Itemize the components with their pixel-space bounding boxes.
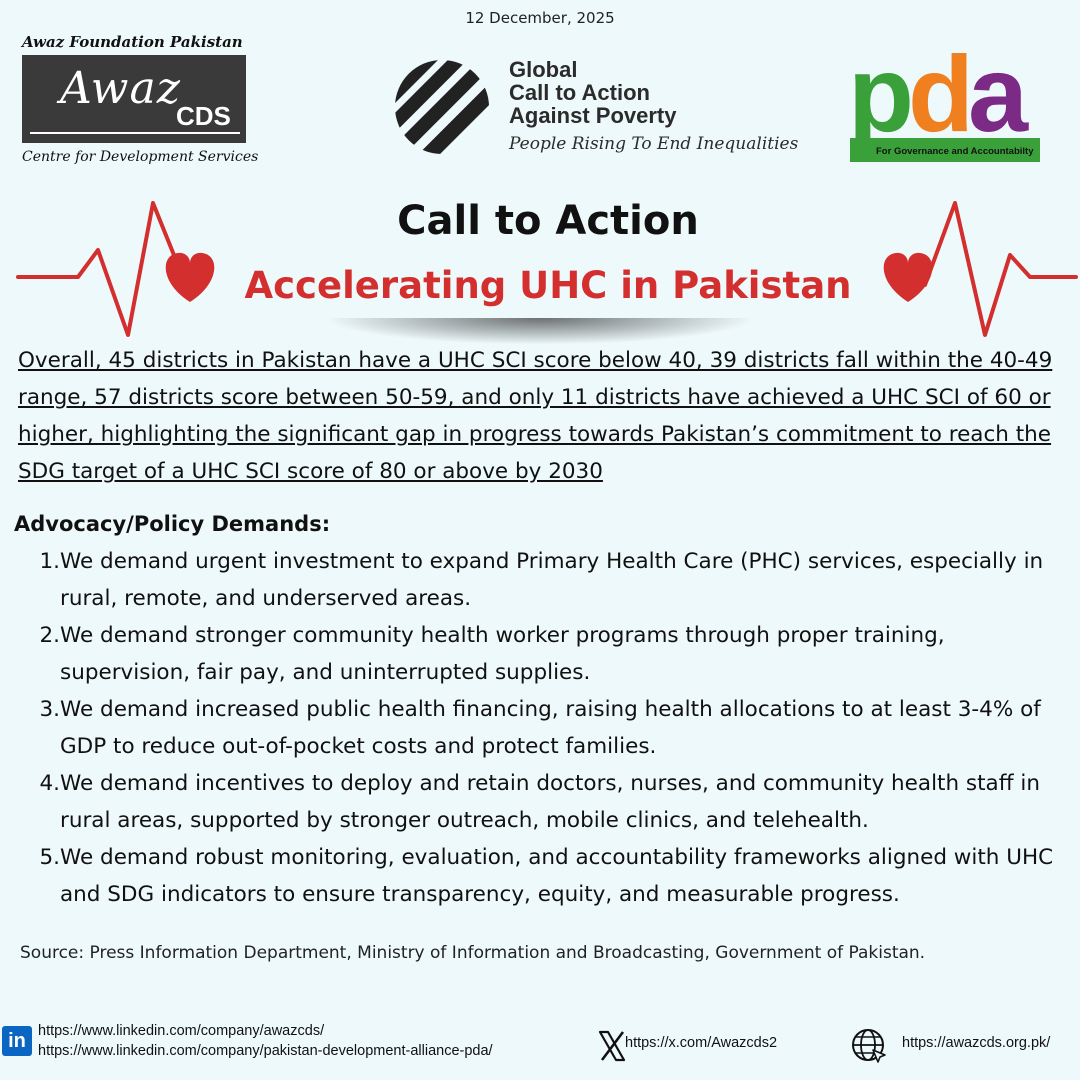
gcap-striped-globe-icon — [393, 58, 491, 156]
demands-list — [34, 543, 1074, 913]
list-item — [34, 765, 1074, 839]
linkedin-icon[interactable]: in — [2, 1026, 32, 1056]
intro-paragraph: Overall, 45 districts in Pakistan have a UHC SCI score below 40, 39 districts fall within the 40-49 range, 57 districts score between 50-59, and only 11 districts have achieved a UHC SCI of 60 or higher, highlighting the significant gap in progress towards Pakistan’s commitment to reach the SDG target of a UHC SCI score of 80 or above by 2030 — [18, 348, 1053, 484]
gcap-logo-text — [509, 58, 677, 127]
gcap-line2: Call to Action — [509, 80, 650, 105]
list-item-text: We demand incentives to deploy and retain doctors, nurses, and community health staff in rural areas, supported by stronger outreach, mobile clinics, and telehealth. — [60, 771, 1040, 833]
linkedin-link-awaz[interactable]: https://www.linkedin.com/company/awazcds/ — [38, 1023, 325, 1039]
list-item-number: 3. — [39, 697, 60, 722]
page-subtitle: Accelerating UHC in Pakistan — [244, 264, 852, 307]
gcap-line3: Against Poverty — [509, 103, 677, 128]
pda-letter-p: p — [848, 33, 908, 154]
list-item-text: We demand increased public health financing, raising health allocations to at least 3-4% of GDP to reduce out-of-pocket costs and protect families. — [60, 697, 1041, 759]
x-icon[interactable] — [597, 1029, 627, 1063]
awaz-logo-bottom-text: Centre for Development Services — [22, 149, 259, 165]
list-item-number: 4. — [39, 771, 60, 796]
pda-letter-a: a — [967, 33, 1023, 154]
page-title: Call to Action — [397, 198, 699, 244]
awaz-logo-script: Awaz — [60, 63, 181, 114]
list-item — [34, 617, 1074, 691]
demands-title: Advocacy/Policy Demands: — [14, 512, 331, 536]
date: 12 December, 2025 — [465, 9, 615, 27]
list-item-number: 2. — [39, 623, 60, 648]
x-link[interactable]: https://x.com/Awazcds2 — [625, 1035, 778, 1051]
pda-letter-d: d — [907, 33, 968, 154]
gcap-line1: Global — [509, 57, 578, 82]
gcap-tagline: People Rising To End Inequalities — [509, 134, 799, 154]
list-item-text: We demand stronger community health worker programs through proper training, supervision, fair pay, and uninterrupted supplies. — [60, 623, 945, 685]
pda-tagline: For Governance and Accountabilty — [876, 146, 1034, 157]
globe-icon[interactable] — [851, 1028, 887, 1064]
title-shadow — [330, 318, 750, 344]
website-link[interactable]: https://awazcds.org.pk/ — [902, 1035, 1051, 1051]
list-item-number: 5. — [39, 845, 60, 870]
awaz-logo-cds: CDS — [176, 101, 231, 131]
awaz-logo-top-text: Awaz Foundation Pakistan — [22, 33, 243, 51]
list-item — [34, 839, 1074, 913]
list-item — [34, 543, 1074, 617]
list-item — [34, 691, 1074, 765]
list-item-number: 1. — [39, 549, 60, 574]
list-item-text: We demand robust monitoring, evaluation, and accountability frameworks aligned with UHC and SDG indicators to ensure transparency, equity, and measurable progress. — [60, 845, 1054, 907]
awaz-logo-underline — [30, 132, 240, 134]
source-note: Source: Press Information Department, Ministry of Information and Broadcasting, Government of Pakistan. — [20, 943, 926, 963]
linkedin-link-pda[interactable]: https://www.linkedin.com/company/pakistan-development-alliance-pda/ — [38, 1043, 493, 1059]
list-item-text: We demand urgent investment to expand Primary Health Care (PHC) services, especially in rural, remote, and underserved areas. — [60, 549, 1044, 611]
